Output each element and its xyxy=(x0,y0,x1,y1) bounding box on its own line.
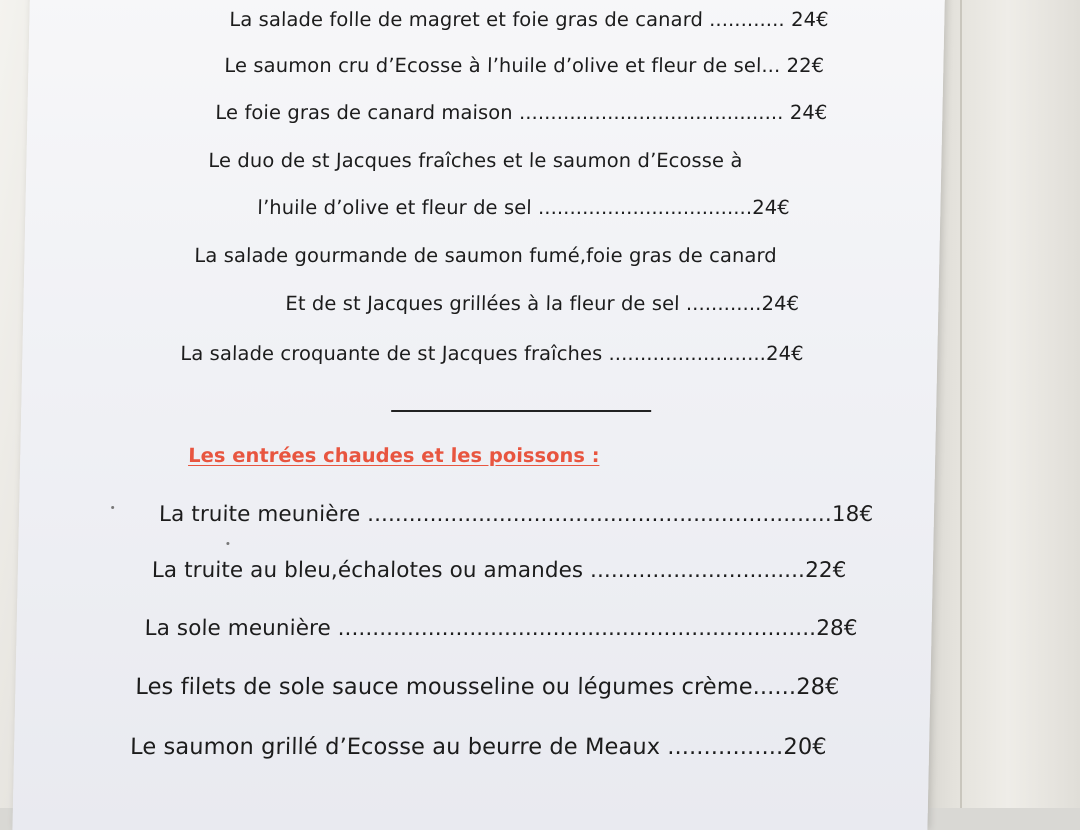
menu-item-sole-meuniere: La sole meunière .....................................................................28€ xyxy=(144,616,858,641)
section-title-hot-starters: Les entrées chaudes et les poissons : xyxy=(188,444,600,467)
menu-item-filets-de-sole: Les filets de sole sauce mousseline ou légumes crème......28€ xyxy=(135,674,840,700)
menu-item-salade-folle: La salade folle de magret et foie gras de canard ............ 24€ xyxy=(229,8,829,31)
menu-item-duo-st-jacques-cont: l’huile d’olive et fleur de sel ..................................24€ xyxy=(257,196,791,219)
menu-item-saumon-grille: Le saumon grillé d’Ecosse au beurre de Meaux ................20€ xyxy=(129,734,827,760)
menu-item-salade-gourmande-cont: Et de st Jacques grillées à la fleur de sel ............24€ xyxy=(285,292,800,315)
menu-sheet xyxy=(12,0,945,830)
menu-item-truite-au-bleu: La truite au bleu,échalotes ou amandes ...............................22€ xyxy=(151,558,847,583)
menu-item-salade-croquante: La salade croquante de st Jacques fraîches .........................24€ xyxy=(180,342,804,365)
menu-item-salade-gourmande: La salade gourmande de saumon fumé,foie gras de canard xyxy=(194,244,778,267)
menu-item-foie-gras: Le foie gras de canard maison .......................................... 24€ xyxy=(215,101,828,124)
menu-item-truite-meuniere: La truite meunière ...................................................................18€ xyxy=(158,502,874,527)
paper-speck xyxy=(111,506,114,509)
section-divider xyxy=(391,410,651,412)
menu-item-saumon-cru: Le saumon cru d’Ecosse à l’huile d’olive et fleur de sel... 22€ xyxy=(224,54,825,77)
menu-cover-fold xyxy=(960,0,962,808)
menu-item-duo-st-jacques: Le duo de st Jacques fraîches et le saumon d’Ecosse à xyxy=(208,149,743,172)
paper-speck xyxy=(226,542,229,545)
